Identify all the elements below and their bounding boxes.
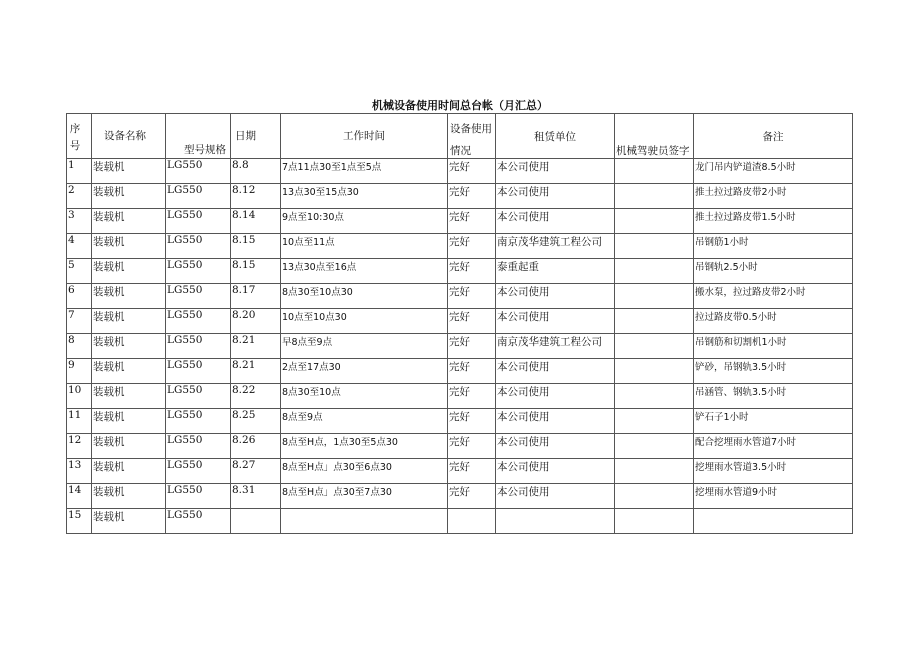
table-row [67,284,853,309]
cell-condition: 完好 [448,334,496,359]
cell-condition: 完好 [448,459,496,484]
cell-date: 8.15 [231,259,281,284]
cell-driver-sign [615,509,694,534]
cell-date: 8.26 [231,434,281,459]
cell-work-time: 8点至H点，1点30至5点30 [281,434,448,459]
table-row [67,359,853,384]
cell-rental-unit: 本公司使用 [496,209,615,234]
cell-model: LG550 [166,284,231,309]
cell-condition: 完好 [448,159,496,184]
table-row [67,459,853,484]
cell-equipment-name: 装载机 [92,434,166,459]
cell-date: 8.27 [231,459,281,484]
cell-driver-sign [615,409,694,434]
cell-driver-sign [615,284,694,309]
cell-model: LG550 [166,159,231,184]
cell-rental-unit: 南京茂华建筑工程公司 [496,234,615,259]
cell-remarks: 推土拉过路皮带1.5小时 [694,209,853,234]
cell-work-time: 8点30至10点 [281,384,448,409]
cell-model: LG550 [166,334,231,359]
cell-equipment-name: 装载机 [92,159,166,184]
cell-condition: 完好 [448,484,496,509]
cell-seq: 4 [67,234,92,259]
cell-rental-unit: 本公司使用 [496,409,615,434]
cell-condition: 完好 [448,184,496,209]
cell-work-time: 早8点至9点 [281,334,448,359]
header-driver-sign: 机械驾驶员签字 [615,114,694,159]
cell-driver-sign [615,334,694,359]
cell-condition: 完好 [448,359,496,384]
cell-remarks: 铲砂，吊钢轨3.5小时 [694,359,853,384]
cell-equipment-name: 装载机 [92,309,166,334]
cell-driver-sign [615,309,694,334]
cell-work-time: 8点至9点 [281,409,448,434]
cell-date: 8.12 [231,184,281,209]
cell-rental-unit: 本公司使用 [496,484,615,509]
header-condition: 设备使用 情况 [448,114,496,159]
header-date: 日期 [231,114,281,159]
cell-driver-sign [615,159,694,184]
cell-model: LG550 [166,234,231,259]
table-row [67,384,853,409]
cell-remarks: 吊涵管、钢轨3.5小时 [694,384,853,409]
cell-date: 8.21 [231,334,281,359]
cell-driver-sign [615,459,694,484]
cell-work-time: 13点30点至16点 [281,259,448,284]
table-row [67,184,853,209]
cell-date: 8.14 [231,209,281,234]
cell-condition: 完好 [448,409,496,434]
header-remarks: 备注 [694,114,853,159]
cell-seq: 3 [67,209,92,234]
cell-work-time: 8点至H点」点30至7点30 [281,484,448,509]
cell-model: LG550 [166,209,231,234]
cell-date: 8.20 [231,309,281,334]
header-equipment-name: 设备名称 [92,114,166,159]
cell-model: LG550 [166,384,231,409]
cell-remarks: 搬水泵，拉过路皮带2小时 [694,284,853,309]
table-row [67,309,853,334]
table-body [67,159,853,534]
cell-remarks: 挖埋雨水管道3.5小时 [694,459,853,484]
cell-remarks: 龙门吊内铲道渣8.5小时 [694,159,853,184]
cell-remarks: 挖埋雨水管道9小时 [694,484,853,509]
cell-driver-sign [615,259,694,284]
cell-driver-sign [615,359,694,384]
cell-seq: 11 [67,409,92,434]
cell-equipment-name: 装载机 [92,359,166,384]
table-row [67,434,853,459]
cell-equipment-name: 装载机 [92,259,166,284]
cell-remarks: 吊钢筋1小时 [694,234,853,259]
table-row [67,159,853,184]
cell-rental-unit: 本公司使用 [496,359,615,384]
cell-condition [448,509,496,534]
cell-rental-unit: 泰重起重 [496,259,615,284]
table-row [67,509,853,534]
cell-seq: 14 [67,484,92,509]
cell-condition: 完好 [448,234,496,259]
cell-seq: 9 [67,359,92,384]
cell-driver-sign [615,484,694,509]
cell-date: 8.17 [231,284,281,309]
cell-date: 8.31 [231,484,281,509]
cell-equipment-name: 装载机 [92,509,166,534]
cell-date: 8.8 [231,159,281,184]
cell-work-time: 2点至17点30 [281,359,448,384]
cell-work-time: 8点至H点」点30至6点30 [281,459,448,484]
cell-rental-unit: 本公司使用 [496,284,615,309]
cell-seq: 13 [67,459,92,484]
cell-model: LG550 [166,184,231,209]
cell-equipment-name: 装载机 [92,484,166,509]
cell-seq: 10 [67,384,92,409]
cell-model: LG550 [166,459,231,484]
cell-equipment-name: 装载机 [92,209,166,234]
cell-condition: 完好 [448,434,496,459]
cell-equipment-name: 装载机 [92,184,166,209]
cell-condition: 完好 [448,384,496,409]
cell-equipment-name: 装载机 [92,334,166,359]
header-work-time: 工作时间 [281,114,448,159]
cell-work-time: 10点至11点 [281,234,448,259]
cell-rental-unit: 南京茂华建筑工程公司 [496,334,615,359]
cell-model: LG550 [166,259,231,284]
cell-remarks: 吊钢轨2.5小时 [694,259,853,284]
header-rental-unit: 租赁单位 [496,114,615,159]
cell-rental-unit: 本公司使用 [496,384,615,409]
cell-work-time: 10点至10点30 [281,309,448,334]
cell-seq: 6 [67,284,92,309]
cell-date: 8.21 [231,359,281,384]
cell-date: 8.22 [231,384,281,409]
cell-seq: 5 [67,259,92,284]
header-row [67,114,853,159]
equipment-usage-table [66,113,853,534]
cell-remarks: 铲石子1小时 [694,409,853,434]
cell-remarks [694,509,853,534]
table-row [67,334,853,359]
cell-remarks: 吊钢筋和切割机1小时 [694,334,853,359]
cell-driver-sign [615,434,694,459]
cell-work-time: 9点至10:30点 [281,209,448,234]
table-row [67,259,853,284]
table-row [67,409,853,434]
table-row [67,209,853,234]
cell-model: LG550 [166,484,231,509]
page-title: 机械设备使用时间总台帐（月汇总） [372,99,548,112]
cell-model: LG550 [166,309,231,334]
cell-condition: 完好 [448,309,496,334]
cell-date: 8.15 [231,234,281,259]
cell-model: LG550 [166,509,231,534]
cell-model: LG550 [166,434,231,459]
cell-rental-unit: 本公司使用 [496,434,615,459]
cell-equipment-name: 装载机 [92,459,166,484]
cell-model: LG550 [166,409,231,434]
cell-condition: 完好 [448,259,496,284]
cell-date [231,509,281,534]
cell-model: LG550 [166,359,231,384]
cell-condition: 完好 [448,284,496,309]
cell-remarks: 拉过路皮带0.5小时 [694,309,853,334]
cell-driver-sign [615,184,694,209]
cell-condition: 完好 [448,209,496,234]
table-row [67,484,853,509]
cell-equipment-name: 装载机 [92,284,166,309]
cell-driver-sign [615,234,694,259]
cell-work-time: 7点11点30至1点至5点 [281,159,448,184]
cell-seq: 1 [67,159,92,184]
cell-seq: 15 [67,509,92,534]
cell-remarks: 推土拉过路皮带2小时 [694,184,853,209]
cell-rental-unit: 本公司使用 [496,309,615,334]
cell-rental-unit [496,509,615,534]
header-model: 型号规格 [166,114,231,159]
cell-equipment-name: 装载机 [92,384,166,409]
cell-date: 8.25 [231,409,281,434]
cell-remarks: 配合挖埋雨水管道7小时 [694,434,853,459]
cell-work-time: 8点30至10点30 [281,284,448,309]
cell-rental-unit: 本公司使用 [496,184,615,209]
cell-equipment-name: 装载机 [92,409,166,434]
cell-seq: 2 [67,184,92,209]
cell-work-time: 13点30至15点30 [281,184,448,209]
cell-work-time [281,509,448,534]
header-seq: 序号 [67,114,92,159]
cell-driver-sign [615,209,694,234]
cell-rental-unit: 本公司使用 [496,459,615,484]
cell-equipment-name: 装载机 [92,234,166,259]
table-row [67,234,853,259]
cell-seq: 8 [67,334,92,359]
cell-driver-sign [615,384,694,409]
cell-rental-unit: 本公司使用 [496,159,615,184]
cell-seq: 12 [67,434,92,459]
cell-seq: 7 [67,309,92,334]
